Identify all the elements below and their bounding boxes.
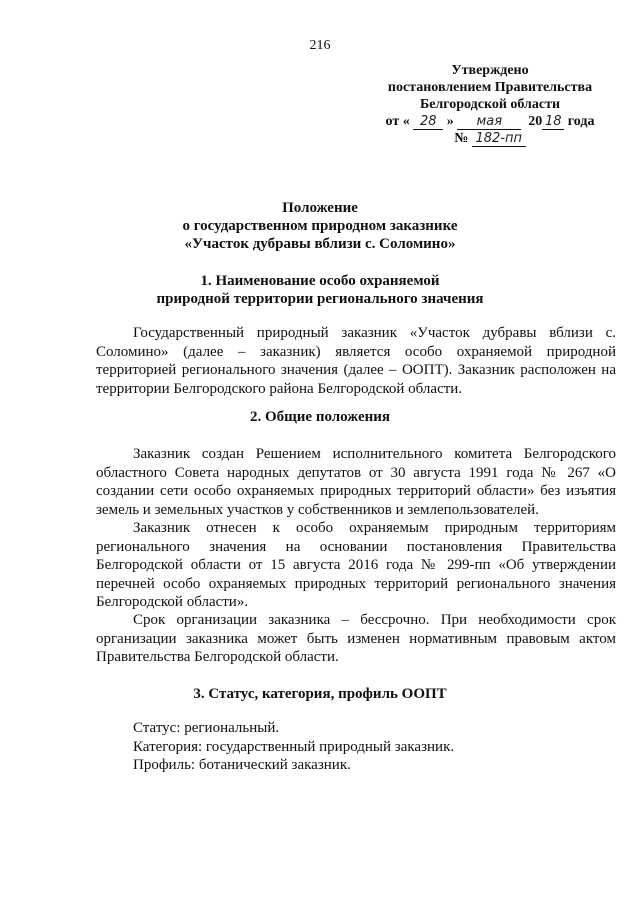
date-mid: » <box>446 114 454 129</box>
section-1-paragraph-1: Государственный природный заказник «Участок дубравы вблизи с. Соломино» (далее – заказник) является особо охраняемой природной территорией регионального значения (далее – ООПТ). Заказник расположен на территории Белгородского района Белгородской области. <box>96 325 616 397</box>
number-value: 182-пп <box>472 132 526 147</box>
section-2-paragraph-1: Заказник создан Решением исполнительного комитета Белгородского областного Совета народных депутатов от 30 августа 1991 года № 267 «О создании сети особо охраняемых природных территорий области» без изъятия земель и земельных участков у собственников и землепользователей. <box>96 446 616 518</box>
date-day: 28 <box>413 115 443 130</box>
list-item-status: Статус: региональный. <box>133 720 280 736</box>
approval-line-1: Утверждено <box>451 63 529 78</box>
date-year-prefix: 20 <box>528 114 543 129</box>
page-number: 216 <box>309 38 331 53</box>
approval-date-line <box>370 113 610 130</box>
date-prefix: от « <box>385 114 410 129</box>
section-3-heading <box>0 685 640 703</box>
section-1-heading <box>0 272 640 308</box>
date-month: мая <box>457 115 521 130</box>
date-year-suffix: 18 <box>542 115 564 130</box>
approval-line-3: Белгородской области <box>419 97 561 112</box>
section-1-heading-line-1: 1. Наименование особо охраняемой <box>200 273 440 289</box>
list-item-profile: Профиль: ботанический заказник. <box>133 757 351 773</box>
approval-stamp <box>370 62 610 147</box>
list-item-category: Категория: государственный природный заказник. <box>133 738 455 755</box>
approval-number-line <box>370 130 610 147</box>
section-2-paragraph-2: Заказник отнесен к особо охраняемым природным территориям регионального значения на основании постановления Правительства Белгородской области от 15 августа 2016 года № 299-пп «Об утверждении перечней особо охраняемых природных территорий регионального значения Белгородской области». <box>96 520 616 610</box>
section-2-heading-line-1: 2. Общие положения <box>249 409 391 425</box>
section-3-heading-line-1: 3. Статус, категория, профиль ООПТ <box>193 686 447 702</box>
title-line-2: о государственном природном заказнике <box>182 218 458 234</box>
document-title <box>0 199 640 253</box>
title-line-1: Положение <box>282 200 358 216</box>
section-2-heading <box>0 408 640 426</box>
title-line-3: «Участок дубравы вблизи с. Соломино» <box>184 236 456 252</box>
section-1-heading-line-2: природной территории регионального значения <box>156 291 484 307</box>
approval-line-2: постановлением Правительства <box>387 80 593 95</box>
section-2-paragraph-3: Срок организации заказника – бессрочно. При необходимости срок организации заказника может быть изменен нормативным правовым актом Правительства Белгородской области. <box>96 612 616 665</box>
number-prefix: № <box>454 131 469 146</box>
date-suffix: года <box>567 114 595 129</box>
profile-list <box>133 719 613 775</box>
